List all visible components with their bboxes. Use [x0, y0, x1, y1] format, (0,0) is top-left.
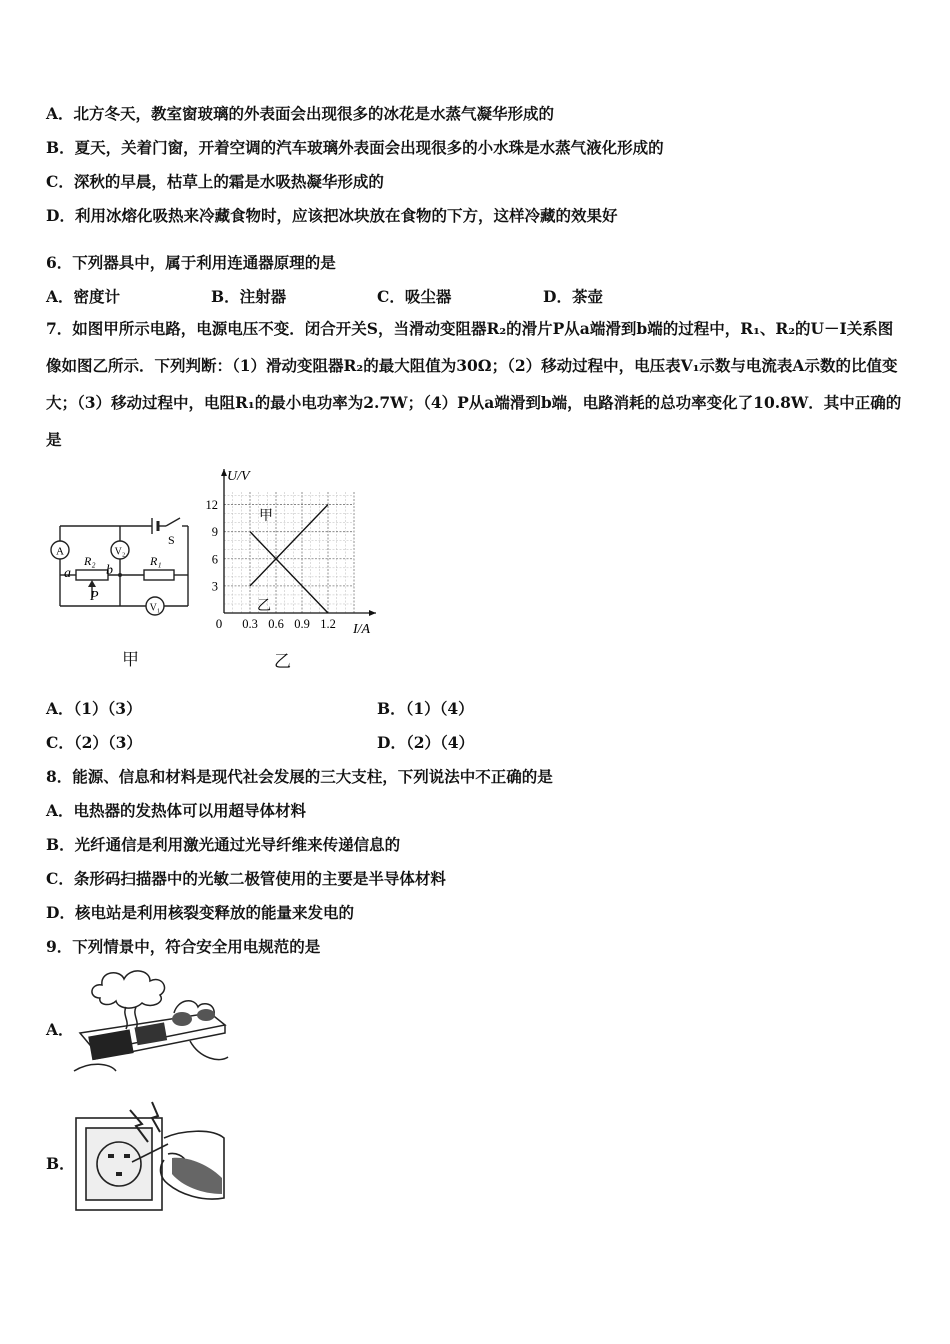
y-tick-label: 6 [211, 552, 218, 567]
switch-label: S [168, 533, 175, 547]
y-tick-label: 12 [205, 498, 218, 513]
circuit-caption: 甲 [122, 650, 139, 670]
ammeter-label: A [56, 545, 64, 558]
q9-stem: 9．下列情景中，符合安全用电规范的是 [46, 937, 321, 956]
x-tick-label: 1.2 [320, 617, 336, 631]
r1-label: R₁ [150, 554, 162, 568]
terminal-a-label: a [64, 566, 71, 581]
x-axis-label: I/A [353, 622, 371, 637]
q8-option-d: D．核电站是利用核裂变释放的能量来发电的 [46, 903, 354, 922]
y-axis-label: U/V [227, 469, 250, 484]
q8-option-b: B．光纤通信是利用激光通过光导纤维来传递信息的 [46, 835, 401, 854]
r2-label: R₂ [84, 554, 96, 568]
socket-touching-picture [72, 1098, 227, 1216]
x-axis-arrow [369, 610, 376, 616]
q9-option-a: A． [46, 1020, 74, 1039]
q6-option-a: A．密度计 [46, 287, 121, 306]
q8-stem: 8．能源、信息和材料是现代社会发展的三大支柱，下列说法中不正确的是 [46, 767, 553, 786]
y-tick-label: 9 [211, 525, 218, 540]
q7-stem: 7．如图甲所示电路，电源电压不变．闭合开关S，当滑动变阻器R₂的滑片P从a端滑到b端的过程中，R₁、R₂的U－I关系图像如图乙所示．下列判断：（1）滑动变阻器R₂的最大阻值为30Ω；（2）移动过程中，电压表V₁示数与电流表A示数的比值变大；（3）移动过程中，电阻R₁的最小电功率为2.7W；（4）P从a端滑到b端，电路消耗的总功率变化了10.8W．其中正确的是 [46, 319, 902, 449]
q6-option-d: D．茶壶 [543, 287, 603, 306]
series-yi-label: 乙 [257, 599, 271, 614]
circuit-diagram [44, 508, 204, 618]
q6-option-c: C．吸尘器 [377, 287, 452, 306]
q7-option-d: D．（2）（4） [377, 733, 475, 752]
q7-option-b: B．（1）（4） [377, 699, 474, 718]
overloaded-power-strip-picture [70, 963, 230, 1078]
series-jia-label: 甲 [259, 509, 273, 524]
q7-option-c: C．（2）（3） [46, 733, 142, 752]
q6-option-b: B．注射器 [211, 287, 287, 306]
q8-option-c: C．条形码扫描器中的光敏二极管使用的主要是半导体材料 [46, 869, 446, 888]
voltmeter-v1-label: V₁ [149, 602, 161, 614]
origin-label: 0 [215, 616, 223, 631]
q5-option-d: D．利用冰熔化吸热来冷藏食物时，应该把冰块放在食物的下方，这样冷藏的效果好 [46, 206, 618, 225]
q5-option-b: B．夏天，关着门窗，开着空调的汽车玻璃外表面会出现很多的小水珠是水蒸气液化形成的 [46, 138, 664, 157]
q7-option-a: A．（1）（3） [46, 699, 142, 718]
x-tick-label: 0.9 [294, 617, 310, 631]
q5-option-c: C．深秋的早晨，枯草上的霜是水吸热凝华形成的 [46, 172, 384, 191]
ui-graph [195, 462, 395, 637]
voltmeter-v2-label: V₂ [114, 546, 126, 558]
y-tick-label: 3 [211, 579, 218, 594]
chart-axes [221, 469, 376, 616]
x-tick-label: 0.6 [268, 617, 284, 631]
slider-p-label: P [90, 589, 99, 604]
q6-stem: 6．下列器具中，属于利用连通器原理的是 [46, 253, 336, 272]
graph-caption: 乙 [274, 652, 291, 672]
q9-option-b: B． [46, 1154, 75, 1173]
terminal-b-label: b [106, 563, 113, 578]
x-tick-label: 0.3 [242, 617, 258, 631]
q5-option-a: A．北方冬天，教室窗玻璃的外表面会出现很多的冰花是水蒸气凝华形成的 [46, 104, 555, 123]
q8-option-a: A．电热器的发热体可以用超导体材料 [46, 801, 307, 820]
chart-grid [224, 491, 354, 613]
